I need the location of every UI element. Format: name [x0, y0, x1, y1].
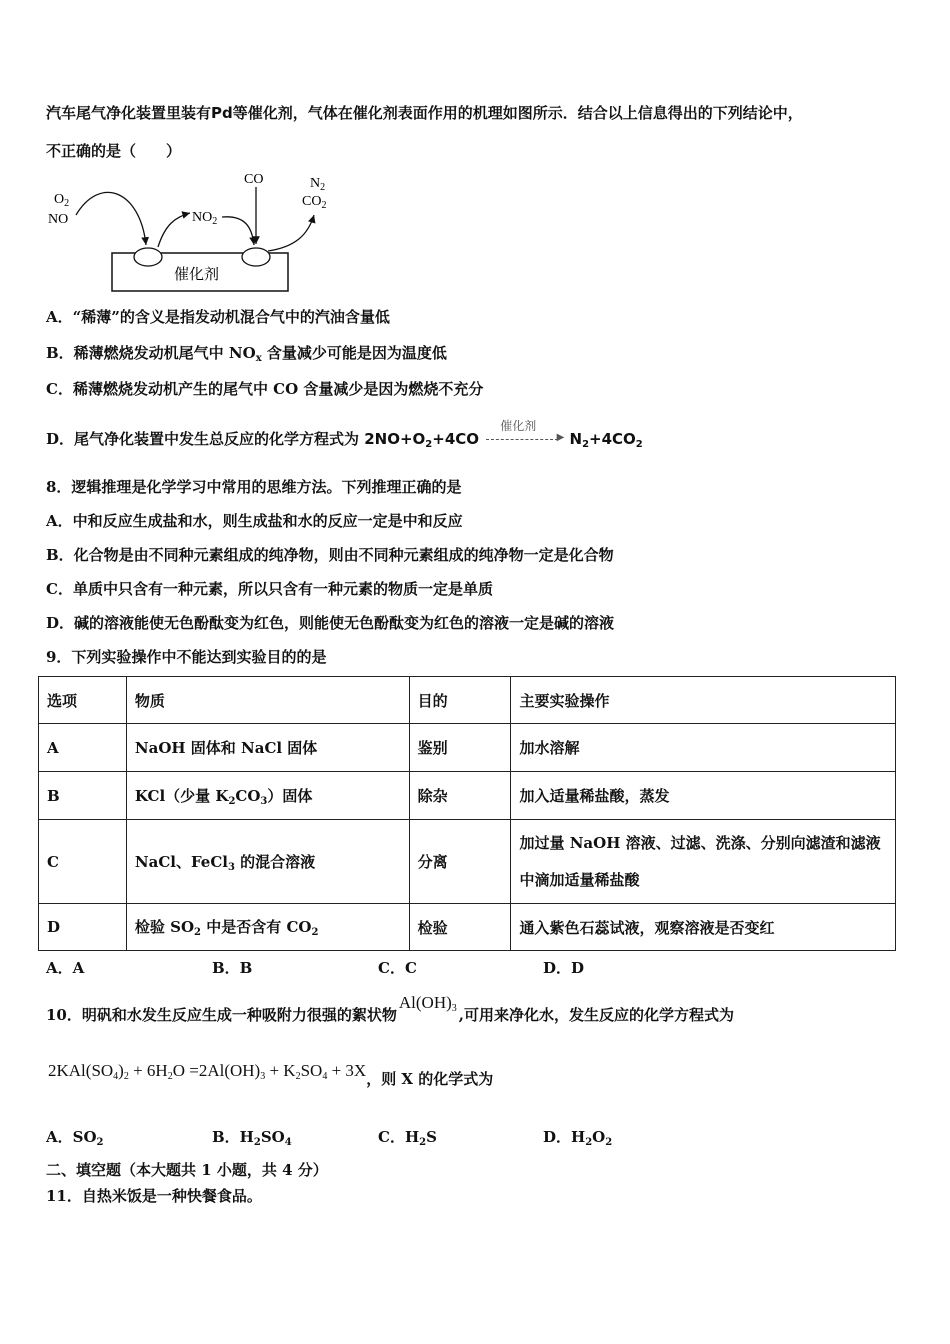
arrow-o2-no-in [76, 192, 146, 245]
cell-substance: KCl（少量 $K_2CO_3$）固体 [126, 772, 409, 820]
arrow-no2-in [222, 217, 254, 245]
q8-option-d: D．碱的溶液能使无色酚酞变为红色，则能使无色酚酞变为红色的溶液一定是碱的溶液 [46, 614, 615, 632]
label-co: CO [244, 172, 264, 187]
q8-option-a: A．中和反应生成盐和水，则生成盐和水的反应一定是中和反应 [46, 512, 463, 530]
cell-goal: 除杂 [409, 772, 511, 820]
q8-option-b: B．化合物是由不同种元素组成的纯净物，则由不同种元素组成的纯净物一定是化合物 [46, 546, 614, 564]
q10-equation: $2KAl(SO_4)_2 + 6H_2O =2Al(OH)_3 + K_2SO_4 + 3X$ [48, 1061, 367, 1082]
active-site-right [242, 248, 270, 266]
label-catalyst: 催化剂 [174, 265, 220, 283]
q10-stem: 10．明矾和水发生反应生成一种吸附力很强的絮状物$Al(OH)_3$ ,可用来净化水，发生反应的化学方程式为 [46, 993, 735, 1024]
q7-stem-line1: 汽车尾气净化装置里装有Pd等催化剂，气体在催化剂表面作用的机理如图所示．结合以上信息得出的下列结论中， [46, 104, 803, 122]
q10-answer-b: B．$H_2SO_4$ [212, 1128, 292, 1148]
arrow-products-out [268, 215, 314, 251]
q7-option-b: B．稀薄燃烧发动机尾气中 $NO_x$ 含量减少可能是因为温度低 [46, 344, 447, 364]
table-header-row [39, 677, 896, 724]
cell-substance: NaOH 固体和 NaCl 固体 [126, 724, 409, 772]
cell-option: C [39, 820, 127, 904]
q7-option-c: C．稀薄燃烧发动机产生的尾气中 CO 含量减少是因为燃烧不充分 [46, 380, 484, 398]
active-site-left [134, 248, 162, 266]
q7-option-a: A．“稀薄”的含义是指发动机混合气中的汽油含量低 [46, 308, 390, 326]
q10-answer-c: C．$H_2S$ [378, 1128, 437, 1148]
cell-operation: 加过量 NaOH 溶液、过滤、洗涤、分别向滤渣和滤液中滴加适量稀盐酸 [511, 820, 896, 904]
cell-operation: 加入适量稀盐酸，蒸发 [511, 772, 896, 820]
header-goal: 目的 [409, 677, 511, 724]
q10-answer-d: D．$H_2O_2$ [543, 1128, 613, 1148]
cell-operation: 通入紫色石蕊试液，观察溶液是否变红 [511, 904, 896, 951]
q11-stem: 11．自热米饭是一种快餐食品。 [46, 1187, 262, 1205]
q7-stem-line2: 不正确的是（ ） [46, 142, 182, 160]
cell-goal: 检验 [409, 904, 511, 951]
experiment-table [38, 676, 896, 951]
header-substance: 物质 [126, 677, 409, 724]
q9-answer-c: C．C [378, 959, 417, 977]
q9-stem: 9．下列实验操作中不能达到实验目的的是 [46, 648, 327, 666]
header-option: 选项 [39, 677, 127, 724]
cell-option: D [39, 904, 127, 951]
formula-aloh3: $Al(OH)_3$ [398, 993, 457, 1014]
arrow-no2-out [158, 213, 190, 247]
label-no: NO [48, 212, 69, 227]
q9-answer-b: B．B [212, 959, 253, 977]
label-n2: $N_2$ [310, 176, 326, 193]
cell-goal: 鉴别 [409, 724, 511, 772]
cell-operation: 加水溶解 [511, 724, 896, 772]
cell-goal: 分离 [409, 820, 511, 904]
table-row [39, 724, 896, 772]
label-o2: $O_2$ [54, 192, 70, 209]
q8-option-c: C．单质中只含有一种元素，所以只含有一种元素的物质一定是单质 [46, 580, 493, 598]
cell-substance: NaCl、FeCl$_3$ 的混合溶液 [126, 820, 409, 904]
q9-answer-d: D．D [543, 959, 585, 977]
q8-stem: 8．逻辑推理是化学学习中常用的思维方法。下列推理正确的是 [46, 478, 462, 496]
q7-option-d: D．尾气净化装置中发生总反应的化学方程式为 $2NO+O_2+4CO$ 催化剂 ▶ $N_2+4CO_2$ [46, 419, 643, 450]
label-co2: $CO_2$ [302, 194, 327, 211]
table-row [39, 904, 896, 951]
catalyst-mechanism-diagram [40, 165, 340, 295]
catalyst-arrow: 催化剂 ▶ [484, 433, 564, 447]
label-no2: $NO_2$ [192, 210, 218, 227]
cell-option: A [39, 724, 127, 772]
q10-equation-line: $2KAl(SO_4)_2 + 6H_2O =2Al(OH)_3 + K_2SO_4 + 3X$，则 X 的化学式为 [48, 1061, 494, 1088]
header-operation: 主要实验操作 [511, 677, 896, 724]
section2-title: 二、填空题（本大题共 1 小题，共 4 分） [46, 1161, 328, 1179]
cell-option: B [39, 772, 127, 820]
q10-answer-a: A．$SO_2$ [46, 1128, 104, 1148]
table-row [39, 772, 896, 820]
table-row [39, 820, 896, 904]
q9-answer-a: A．A [46, 959, 85, 977]
cell-substance: 检验 $SO_2$ 中是否含有 $CO_2$ [126, 904, 409, 951]
